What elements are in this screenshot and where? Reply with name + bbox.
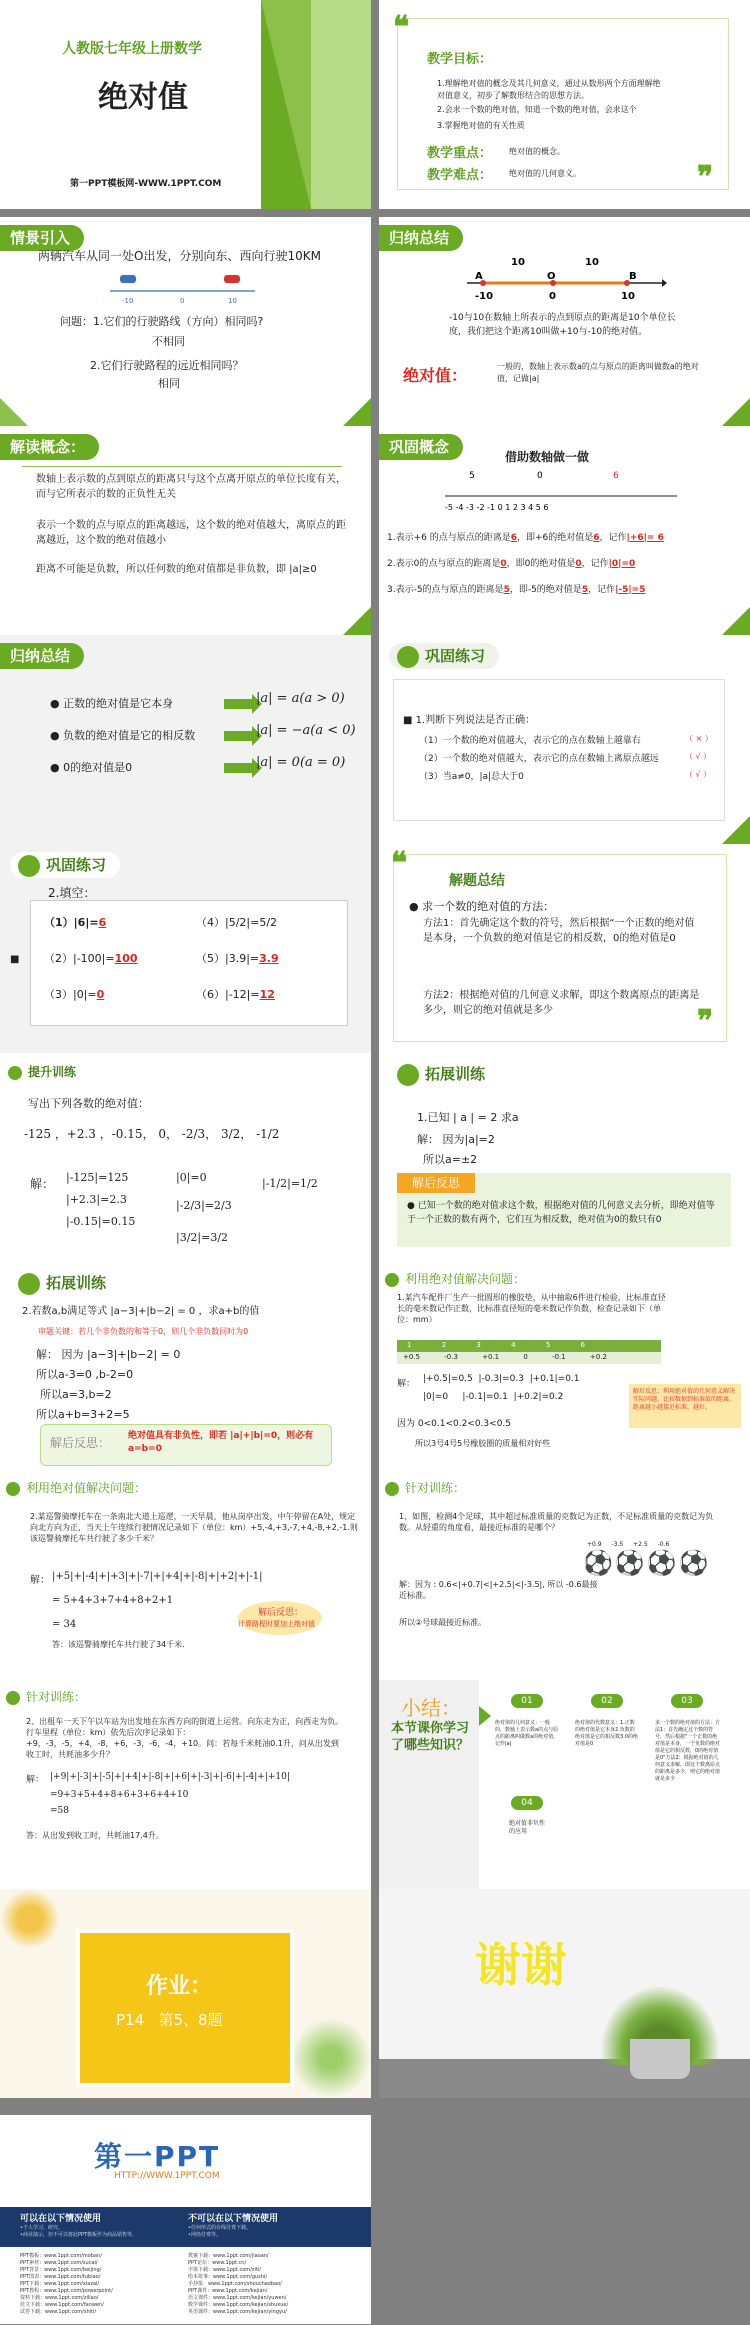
solution-line: |+5|+|-4|+|+3|+|-7|+|+4|+|-8|+|+2|+|-1| (52, 1571, 263, 1582)
slide-heading: 提升训练 (8, 1063, 76, 1080)
table-row: +0.5 -0.3 +0.1 0 -0.1 +0.2 (403, 1353, 607, 1361)
seg-label: 10 (511, 257, 525, 268)
slide-heading: 归纳总结 (379, 225, 463, 251)
fill-row: （6）|-12|=12 (196, 988, 275, 1001)
solution-label: 解： (26, 1775, 45, 1785)
intro-text: 两辆汽车从同一处O出发，分别向东、西向行驶10KM (38, 249, 321, 263)
fill-row: （3）|0|=0 (44, 988, 105, 1001)
apply2-answer: 答：该巡警骑摩托车共行驶了34千米. (52, 1640, 185, 1649)
difficulty-label: 教学难点： (427, 168, 493, 183)
recap-title: 小结： (401, 1696, 461, 1720)
credit-link[interactable]: PPT课件：www.1ppt.com/kejian/ (188, 2288, 268, 2294)
slide-heading: 归纳总结 (0, 643, 84, 669)
slide-summary-2 (0, 635, 371, 844)
abs-result: |3/2|=3/2 (176, 1231, 229, 1244)
recap-text: 绝对值的几何意义：一般的，数轴上表示数a的点与原点的距离叫做数a的绝对值，记作|a| (495, 1720, 559, 1747)
solution-line: 所以a+b=3+2=5 (36, 1408, 130, 1421)
solution-label: 解： (30, 1177, 55, 1191)
q3-row: 3.表示-5的点与原点的距离是5，即-5的绝对值是5，记作|-5|=5 (387, 585, 646, 595)
reflect-label: 解后反思： (258, 1608, 304, 1618)
logo: 第一PPT (94, 2140, 221, 2173)
credit-link[interactable]: PPT下载：www.1ppt.com/xiazai/ (20, 2281, 100, 2287)
tick-label: -10 (122, 297, 134, 305)
car-east-icon (224, 275, 240, 283)
extend-question: 1.已知 | a | = 2 求a (417, 1111, 519, 1124)
ball-labels: +0.9 -3.5 +2.5 -0.6 (587, 1541, 670, 1548)
solution-line: 解： 因为 |a−3|+|b−2| = 0 (36, 1348, 181, 1361)
slide-heading: 拓展训练 (10, 1270, 120, 1296)
point-label: A (475, 271, 483, 282)
site-credit: 第一PPT模板网-WWW.1PPT.COM (70, 179, 222, 189)
solution-label: 解： (397, 1379, 416, 1389)
method-lead: ● 求一个数的绝对值的方法： (409, 900, 555, 913)
forbidden-text: •任何形式的在线付费下载。 •网络付费等。 (188, 2225, 251, 2238)
arrow-icon (218, 693, 258, 712)
targeted1-answer: 所以②号球最接近标准。 (399, 1618, 487, 1627)
judge-mark: （ × ） (685, 734, 713, 743)
judge-mark: （ √ ） (685, 770, 712, 779)
corner-decor (0, 398, 28, 426)
recap-subtitle: 本节课你学习了哪些知识？ (391, 1721, 470, 1753)
slide-summary-1 (379, 217, 750, 426)
car-west-icon (120, 275, 136, 283)
apply-note: 解后反思：利用绝对值的几何意义解决实际问题，比较数据到标准值的距离，距离越小越接近标准，越好。 (633, 1388, 736, 1411)
corner-decor (722, 607, 750, 635)
logo-url: HTTP://WWW.1PPT.COM (114, 2171, 220, 2181)
apply-answer: 所以3号4号5号橡胶圈的质量相对好些 (415, 1439, 551, 1448)
slide-recap (379, 1680, 750, 1889)
credit-link[interactable]: PPT背景：www.1ppt.com/beijing/ (20, 2267, 102, 2273)
abs-key: 绝对值： (403, 366, 468, 385)
credit-link[interactable]: PPT教程：www.1ppt.com/powerpoint/ (20, 2288, 113, 2294)
slide-method (379, 844, 750, 1053)
solution-line: = 34 (52, 1619, 77, 1630)
difficulty-point: 绝对值的几何意义。 (509, 169, 581, 178)
slide-concepts (0, 426, 371, 635)
slide-credits (0, 2115, 371, 2324)
seg-label: 10 (585, 257, 599, 268)
slide-heading: 利用绝对值解决问题： (385, 1270, 525, 1287)
slide-targeted-2 (0, 1680, 371, 1889)
abs-result: |-125|=125 (66, 1171, 129, 1184)
fill-question: 2.填空： (48, 886, 96, 900)
rule-row: ● 正数的绝对值是它本身 (50, 697, 174, 710)
abs-result: |+2.3|=2.3 (66, 1193, 127, 1206)
credit-link[interactable]: 教案下载：www.1ppt.com/jiaoan/ (188, 2253, 269, 2259)
axis-ticks: -5 -4 -3 -2 -1 0 1 2 3 4 5 6 (445, 503, 549, 512)
distance-desc: -10与10在数轴上所表示的点到原点的距离是10个单位长度，我们把这个距离10叫做+10与-10的绝对值。 (449, 313, 676, 337)
credit-link[interactable]: PPT模板：www.1ppt.com/moban/ (20, 2253, 102, 2259)
solution-line: =9+3+5+4+8+6+3+6+4+10 (50, 1790, 189, 1800)
corner-decor (343, 398, 371, 426)
step-badge: 03 (671, 1694, 703, 1708)
solution-line: 解： 因为|a|=2 (417, 1133, 495, 1146)
quote-open-icon: ❝ (393, 10, 410, 45)
corner-decor (722, 398, 750, 426)
reflect-text: 计算路程时要加上绝对值 (238, 1620, 315, 1628)
abs-result: |0|=0 (176, 1171, 207, 1184)
advanced-question: 写出下列各数的绝对值： (28, 1097, 149, 1110)
slide-heading: 针对训练： (6, 1688, 86, 1705)
slide-heading: 拓展训练 (389, 1061, 499, 1087)
judge-item: （3）当a≠0，|a|总大于0 (419, 772, 524, 782)
tick-label: -10 (475, 291, 494, 302)
forbidden-head: 不可以在以下情况使用 (188, 2214, 279, 2224)
formula: |a| = 0(a = 0) (256, 755, 346, 770)
slide-judge (379, 635, 750, 844)
slide-objectives (379, 0, 750, 209)
slide-heading: 巩固练习 (10, 852, 120, 878)
reflect-text: 绝对值具有非负性，即若 |a|+|b|=0，则必有 a=b=0 (128, 1431, 314, 1454)
concept-3: 距离不可能是负数，所以任何数的绝对值都是非负数，即 |a|≥0 (36, 564, 317, 575)
credit-link[interactable]: 语文课件：www.1ppt.com/kejian/yuwen/ (188, 2295, 287, 2301)
arrow-icon (218, 725, 258, 744)
slide-heading: 针对训练： (385, 1479, 465, 1496)
step-badge: 01 (511, 1694, 543, 1708)
formula: |a| = a(a > 0) (256, 691, 345, 706)
concept-2: 表示一个数的点与原点的距离越远，这个数的绝对值越大，离原点的距离越近，这个数的绝对值越小 (36, 520, 346, 546)
apply2-question: 2.某巡警骑摩托车在一条南北大道上巡逻，一天早晨，他从岗亭出发，中午停留在A处，规定向北方向为正，当天上午连续行驶情况记录如下（单位：km）+5,-4,+3,-7,+4,-8,+2,-1.则该巡警骑摩托车共行驶了多少千米？ (30, 1512, 358, 1543)
answer-2: 相同 (158, 377, 180, 390)
credit-link[interactable]: 手抄报：www.1ppt.com/shouchaobao/ (188, 2281, 282, 2287)
slide-heading: 巩固概念 (379, 434, 463, 460)
targeted2-answer: 答：从出发到收工时，共耗油17.4升。 (26, 1831, 164, 1840)
rule-row: ● 0的绝对值是0 (50, 761, 133, 774)
point-label: O (547, 271, 556, 282)
reflect-label: 解后反思 (397, 1173, 475, 1193)
slide-extend-2 (0, 1262, 371, 1471)
homework-tasks: P14 第5、8题 (116, 2011, 223, 2029)
tick-label: 0 (180, 297, 185, 305)
q2-row: 2.表示0的点与原点的距离是0，即0的绝对值是0，记作|0|=0 (387, 559, 636, 569)
bullet-icon: ■ (10, 954, 20, 965)
solution-line: =58 (50, 1806, 69, 1816)
subtitle: 人教版七年级上册数学 (62, 41, 202, 57)
slide-heading: 巩固练习 (389, 643, 499, 669)
tick-label: 10 (228, 297, 237, 305)
credit-link[interactable]: 数学课件：www.1ppt.com/kejian/shuxue/ (188, 2302, 289, 2308)
solution-line: 所以a-3=0 ,b-2=0 (36, 1368, 134, 1381)
credit-link[interactable]: 英语课件：www.1ppt.com/kejian/yingyu/ (188, 2309, 287, 2315)
credit-link[interactable]: 试卷下载：www.1ppt.com/shiti/ (20, 2309, 97, 2315)
credit-link[interactable]: 资料下载：www.1ppt.com/ziliao/ (20, 2295, 99, 2301)
thanks-text: 谢谢 (475, 1938, 567, 1992)
compare-line: 因为 0<0.1<0.2<0.3<0.5 (397, 1419, 512, 1429)
point-label: B (629, 271, 637, 282)
allowed-text: •个人学习、研究。 •商业演示，但不可以将此PPT模板作为商品销售等。 (20, 2225, 138, 2238)
allowed-head: 可以在以下情况使用 (20, 2214, 102, 2224)
method-2: 方法2：根据绝对值的几何意义求解，即这个数离原点的距离是多少，则它的绝对值就是多少 (423, 990, 700, 1016)
targeted1-question: 1、如图，检测4个足球，其中超过标准质量的克数记为正数，不足标准质量的克数记为负数。从轻重的角度看，最接近标准的是哪个？ (399, 1512, 714, 1532)
credit-link[interactable]: PPT素材：www.1ppt.com/sucai/ (20, 2260, 98, 2266)
objective-3: 3.掌握绝对值的有关性质 (437, 121, 525, 130)
abs-result: |-0.15|=0.15 (66, 1215, 136, 1228)
key-point: 绝对值的概念。 (509, 147, 565, 156)
quote-close-icon: ❞ (697, 160, 714, 195)
slide-thanks (379, 1889, 750, 2098)
formula: |a| = −a(a < 0) (256, 723, 356, 738)
step-badge: 04 (511, 1796, 543, 1810)
slide-fill (0, 844, 371, 1053)
credit-link[interactable]: PPT论坛：www.1ppt.cn/ (188, 2260, 247, 2266)
corner-decor (343, 607, 371, 635)
practice-number-line (445, 468, 681, 512)
credit-link[interactable]: 绘本故事：www.1ppt.com/gushi/ (188, 2274, 268, 2280)
distance-number-line (467, 253, 667, 303)
mark-label: 5 (469, 471, 475, 481)
slide-apply-1 (379, 1262, 750, 1471)
apply-question: 1.某汽车配件厂生产一批圆形的橡胶垫，从中抽取6件进行检验，比标准直径长的毫米数记作正数，比标准直径短的毫米数记作负数，检查记录如下（单位：mm） (397, 1293, 666, 1324)
fill-row: （4）|5/2|=5/2 (196, 916, 278, 929)
tick-label: 10 (621, 291, 635, 302)
slide-extend-1 (379, 1053, 750, 1262)
abs-row: |+0.5|=0.5 |-0.3|=0.3 |+0.1|=0.1 (423, 1374, 580, 1384)
empty-panel (379, 2115, 750, 2324)
fill-row: （2）|-100|=100 (44, 952, 138, 965)
question-2: 2.它们行驶路程的远近相同吗？ (90, 359, 244, 372)
method-title: 解题总结 (449, 873, 505, 889)
slide-intro (0, 217, 371, 426)
extend2-question: 2.若数a,b满足等式 |a−3|+|b−2| = 0 ，求a+b的值 (22, 1306, 260, 1317)
recap-text: 绝对值非负性的应用 (509, 1820, 546, 1835)
mark-label: 6 (613, 471, 619, 481)
tick-label: 0 (549, 291, 556, 302)
abs-row: |0|=0 |-0.1|=0.1 |+0.2|=0.2 (423, 1392, 564, 1402)
fill-row: （5）|3.9|=3.9 (196, 952, 279, 965)
concept-1: 数轴上表示数的点到原点的距离只与这个点离开原点的单位长度有关，而与它所表示的数的正负性无关 (36, 474, 346, 500)
slide-heading: 解读概念： (0, 434, 99, 460)
quote-open-icon: ❝ (391, 846, 408, 881)
slide-homework (0, 1889, 371, 2098)
targeted2-question: 2、出租车一天下午以车站为出发地在东西方向的街道上运营。向东走为正，向西走为负。行车里程（单位：km）依先后次序记录如下：+9，-3，-5，+4，-8，+6，-3，-6，-4，+10。问：若每千米耗油0.1升，问从出发到收工时，共耗油多少升？ (26, 1717, 344, 1759)
page-title: 绝对值 (98, 80, 188, 115)
mark-label: 0 (537, 471, 543, 481)
quote-close-icon: ❞ (697, 1004, 714, 1039)
method-1: 方法1：首先确定这个数的符号，然后根据“一个正数的绝对值是本身，一个负数的绝对值是它的相反数，0的绝对值是0 (423, 918, 695, 944)
fill-row: （1）|6|=6 (44, 916, 107, 929)
numbers-list: -125 ，+2.3 ，-0.15， 0， -2/3， 3/2， -1/2 (24, 1127, 280, 1141)
targeted1-solution: 解：因为 : 0.6<|+0.7|<|+2.5|<|-3.5|, 所以 -0.6最接近标准。 (399, 1580, 598, 1600)
arrow-icon (218, 757, 258, 776)
credit-link[interactable]: 范文下载：www.1ppt.com/fanwen/ (20, 2302, 104, 2308)
key-label: 教学重点： (427, 146, 493, 161)
reflect-text: ● 已知一个数的绝对值求这个数，根据绝对值的几何意义去分析，即绝对值等于一个正数的数有两个，它们互为相反数，绝对值为0的数只有0 (407, 1201, 715, 1225)
slide-heading: 情景引入 (0, 225, 84, 251)
answer-1: 不相同 (152, 335, 185, 348)
q1-row: 1.表示+6 的点与原点的距离是6，即+6的绝对值是6，记作|+6|= 6 (387, 533, 664, 543)
question-1: 问题：1.它们的行驶路线（方向）相同吗? (60, 315, 264, 328)
abs-result: |-2/3|=2/3 (176, 1199, 232, 1212)
abs-result: |-1/2|=1/2 (262, 1177, 318, 1190)
solution-label: 解： (30, 1575, 50, 1586)
hint: 审题关键：若几个非负数的和等于0，则几个非负数同时为0 (38, 1327, 249, 1336)
step-badge: 02 (591, 1694, 623, 1708)
rule-row: ● 负数的绝对值是它的相反数 (50, 729, 196, 742)
slide-apply-2 (0, 1471, 371, 1680)
solution-line: = 5+4+3+7+4+8+2+1 (52, 1595, 174, 1606)
solution-line: 所以a=±2 (423, 1153, 478, 1166)
corner-decor (722, 816, 750, 844)
judge-item: （2）一个数的绝对值越大，表示它的点在数轴上离原点越远 (419, 754, 659, 764)
football-icons: ⚽⚽⚽⚽ (583, 1549, 711, 1577)
judge-mark: （ √ ） (685, 752, 712, 761)
car-number-line (110, 267, 260, 307)
objectives-head: 教学目标： (427, 52, 493, 67)
credit-link[interactable]: PPT图表：www.1ppt.com/tubiao/ (20, 2274, 101, 2280)
homework-title: 作业： (146, 1974, 213, 1999)
reflect-label: 解后反思： (50, 1436, 111, 1450)
recap-text: 绝对值的代数意义：1.正数的绝对值是它本身2.负数的绝对值是它的相反数3.0的绝对值是0 (575, 1720, 638, 1747)
objective-1: 1.理解绝对值的概念及其几何意义，通过从数形两个方面理解绝对值意义，初步了解数形结合的思想方法。 (437, 79, 661, 100)
table-header: 1 2 3 4 5 6 (407, 1341, 585, 1349)
slide-advanced (0, 1053, 371, 1262)
axis-head: 借助数轴做一做 (505, 450, 590, 464)
slide-practice-axis (379, 426, 750, 635)
slide-heading: 利用绝对值解决问题： (6, 1479, 146, 1496)
slide-title (0, 0, 371, 209)
abs-definition: 一般的，数轴上表示数a的点与原点的距离叫做数a的绝对值，记做|a| (497, 362, 699, 383)
objective-2: 2.会求一个数的绝对值，知道一个数的绝对值，会求这个 (437, 105, 637, 114)
solution-line: 所以a=3,b=2 (40, 1388, 112, 1401)
recap-text: 求一个数的绝对值的方法：方法1：首先确定这个数的符号，然后根据"一个正数的绝对值是本身，一个负数的绝对值是它的相反数，0的绝对值是0"方法2：根据绝对值的几何意义求解，即这个数离原点的距离是多少，则它的绝对值就是多少 (655, 1720, 721, 1782)
judge-item: （1）一个数的绝对值越大，表示它的点在数轴上越靠右 (419, 736, 641, 746)
solution-line: |+9|+|-3|+|-5|+|+4|+|-8|+|+6|+|-3|+|-6|+|-4|+|+10| (50, 1772, 290, 1782)
credit-link[interactable]: 字体下载：www.1ppt.com/ziti/ (188, 2267, 261, 2273)
judge-question: ■ 1.判断下列说法是否正确： (403, 715, 536, 726)
slide-targeted-1 (379, 1471, 750, 1680)
